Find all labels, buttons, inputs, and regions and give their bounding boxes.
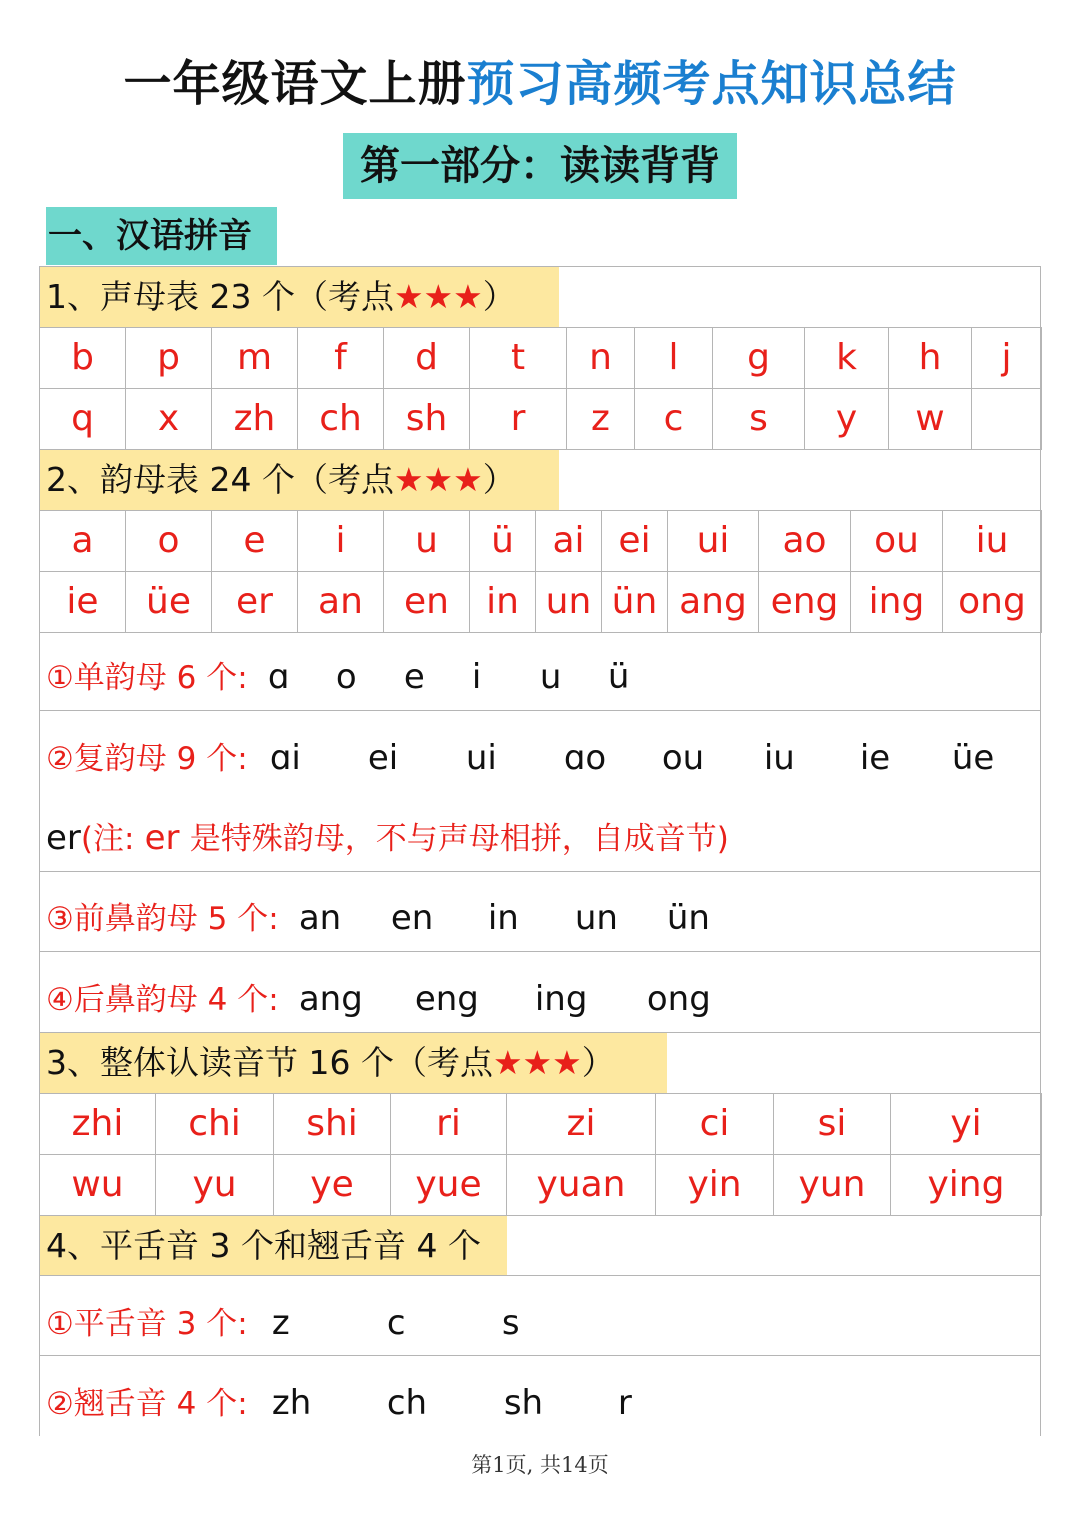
pinyin-cell: ying bbox=[891, 1155, 1042, 1216]
pinyin-cell: s bbox=[713, 389, 805, 450]
pinyin-cell: y bbox=[805, 389, 889, 450]
table-row bbox=[40, 389, 1042, 450]
fu-yunmu-label: ②复韵母 9 个: bbox=[46, 741, 248, 777]
pinyin-cell: ao bbox=[759, 511, 851, 572]
pinyin-cell: t bbox=[470, 328, 567, 389]
pinyin-cell: l bbox=[635, 328, 713, 389]
er-value: er bbox=[46, 818, 81, 858]
pinyin-cell: shi bbox=[274, 1094, 391, 1155]
pinyin-cell: d bbox=[384, 328, 470, 389]
divider bbox=[39, 710, 1041, 711]
pinyin-cell: ü bbox=[470, 511, 536, 572]
pinyin-cell: un bbox=[536, 572, 602, 633]
table-row bbox=[40, 1155, 1042, 1216]
pinyin-cell: r bbox=[470, 389, 567, 450]
qian-bi-label: ③前鼻韵母 5 个: bbox=[46, 901, 279, 937]
pinyin-cell: ie bbox=[40, 572, 126, 633]
header-zhengti: 3、整体认读音节 16 个（考点★★★） bbox=[40, 1033, 667, 1093]
pinyin-cell: yin bbox=[656, 1155, 774, 1216]
stars: ★★★ bbox=[393, 460, 483, 499]
pinyin-cell: yun bbox=[774, 1155, 891, 1216]
shengmu-table bbox=[39, 327, 1042, 450]
pinyin-cell: yu bbox=[156, 1155, 274, 1216]
pinyin-cell: i bbox=[298, 511, 384, 572]
pinyin-cell: a bbox=[40, 511, 126, 572]
table-row bbox=[40, 328, 1042, 389]
pinyin-cell: ai bbox=[536, 511, 602, 572]
zhengti-table bbox=[39, 1093, 1042, 1216]
part-heading: 第一部分：读读背背 bbox=[343, 133, 737, 199]
page-footer: 第1页, 共14页 bbox=[471, 1453, 609, 1477]
note-er: er bbox=[144, 818, 180, 858]
section-heading: 一、汉语拼音 bbox=[46, 207, 277, 265]
pinyin-cell: iu bbox=[943, 511, 1042, 572]
pinyin-cell: q bbox=[40, 389, 126, 450]
qian-bi-values: an en in un ün bbox=[298, 898, 710, 938]
pinyin-cell: ang bbox=[668, 572, 759, 633]
pinyin-cell: si bbox=[774, 1094, 891, 1155]
ping-she-line bbox=[46, 1298, 520, 1343]
qiao-she-values: zh ch sh r bbox=[271, 1383, 632, 1423]
pinyin-cell: x bbox=[126, 389, 212, 450]
pinyin-cell: chi bbox=[156, 1094, 274, 1155]
pinyin-cell: ün bbox=[602, 572, 668, 633]
divider bbox=[39, 951, 1041, 952]
pinyin-cell: u bbox=[384, 511, 470, 572]
pinyin-cell: c bbox=[635, 389, 713, 450]
stars: ★★★ bbox=[492, 1043, 582, 1082]
pinyin-cell: m bbox=[212, 328, 298, 389]
divider bbox=[39, 1275, 1041, 1276]
pinyin-cell: w bbox=[889, 389, 972, 450]
pinyin-cell: b bbox=[40, 328, 126, 389]
pinyin-cell: yuan bbox=[507, 1155, 656, 1216]
stars: ★★★ bbox=[393, 277, 483, 316]
pinyin-cell: ing bbox=[851, 572, 943, 633]
yunmu-table bbox=[39, 510, 1042, 633]
ping-she-label: ①平舌音 3 个: bbox=[46, 1306, 248, 1342]
pinyin-cell: yi bbox=[891, 1094, 1042, 1155]
title-blue: 预习高频考点知识总结 bbox=[466, 56, 957, 112]
pinyin-cell: er bbox=[212, 572, 298, 633]
header-shengmu: 1、声母表 23 个（考点★★★） bbox=[40, 267, 559, 327]
pinyin-cell: f bbox=[298, 328, 384, 389]
pinyin-cell: j bbox=[972, 328, 1042, 389]
pinyin-cell: n bbox=[567, 328, 635, 389]
header-yunmu: 2、韵母表 24 个（考点★★★） bbox=[40, 450, 559, 510]
fu-yunmu-values: ɑi ei ui ɑo ou iu ie üe bbox=[269, 738, 995, 778]
pinyin-cell: p bbox=[126, 328, 212, 389]
pinyin-cell: wu bbox=[40, 1155, 156, 1216]
pinyin-cell: eng bbox=[759, 572, 851, 633]
pinyin-cell: ch bbox=[298, 389, 384, 450]
pinyin-cell: ei bbox=[602, 511, 668, 572]
table-row bbox=[40, 1094, 1042, 1155]
pinyin-cell: z bbox=[567, 389, 635, 450]
pinyin-cell: yue bbox=[391, 1155, 507, 1216]
dan-yunmu-values: ɑ o e i u ü bbox=[267, 657, 630, 697]
note-open: (注: bbox=[80, 821, 135, 857]
pinyin-cell: ri bbox=[391, 1094, 507, 1155]
title-black: 一年级语文上册 bbox=[123, 56, 467, 112]
table-row bbox=[40, 572, 1042, 633]
pinyin-cell: an bbox=[298, 572, 384, 633]
table-row bbox=[40, 511, 1042, 572]
hou-bi-label: ④后鼻韵母 4 个: bbox=[46, 982, 279, 1018]
fu-yunmu-note-line bbox=[46, 813, 729, 858]
pinyin-cell: sh bbox=[384, 389, 470, 450]
dan-yunmu-line bbox=[46, 652, 676, 697]
pinyin-cell: en bbox=[384, 572, 470, 633]
fu-yunmu-line bbox=[46, 733, 994, 778]
pinyin-cell: ou bbox=[851, 511, 943, 572]
divider bbox=[39, 1355, 1041, 1356]
ping-she-values: z c s bbox=[271, 1303, 520, 1343]
pinyin-cell: g bbox=[713, 328, 805, 389]
divider bbox=[39, 871, 1041, 872]
pinyin-cell: k bbox=[805, 328, 889, 389]
qiao-she-line bbox=[46, 1378, 632, 1423]
pinyin-cell: in bbox=[470, 572, 536, 633]
page-title bbox=[0, 52, 1080, 116]
note-text: 是特殊韵母，不与声母相拼，自成音节) bbox=[189, 821, 729, 857]
pinyin-cell: e bbox=[212, 511, 298, 572]
pinyin-cell: ci bbox=[656, 1094, 774, 1155]
header-sheyin: 4、平舌音 3 个和翘舌音 4 个 bbox=[40, 1216, 507, 1276]
pinyin-cell: zhi bbox=[40, 1094, 156, 1155]
pinyin-cell: zi bbox=[507, 1094, 656, 1155]
hou-bi-line bbox=[46, 974, 711, 1019]
qiao-she-label: ②翘舌音 4 个: bbox=[46, 1386, 248, 1422]
pinyin-cell: zh bbox=[212, 389, 298, 450]
pinyin-cell: h bbox=[889, 328, 972, 389]
pinyin-cell: ye bbox=[274, 1155, 391, 1216]
pinyin-cell: o bbox=[126, 511, 212, 572]
hou-bi-values: ang eng ing ong bbox=[298, 979, 711, 1019]
pinyin-cell bbox=[972, 389, 1042, 450]
pinyin-cell: ong bbox=[943, 572, 1042, 633]
pinyin-cell: üe bbox=[126, 572, 212, 633]
pinyin-cell: ui bbox=[668, 511, 759, 572]
dan-yunmu-label: ①单韵母 6 个: bbox=[46, 660, 248, 696]
qian-bi-line bbox=[46, 893, 710, 938]
